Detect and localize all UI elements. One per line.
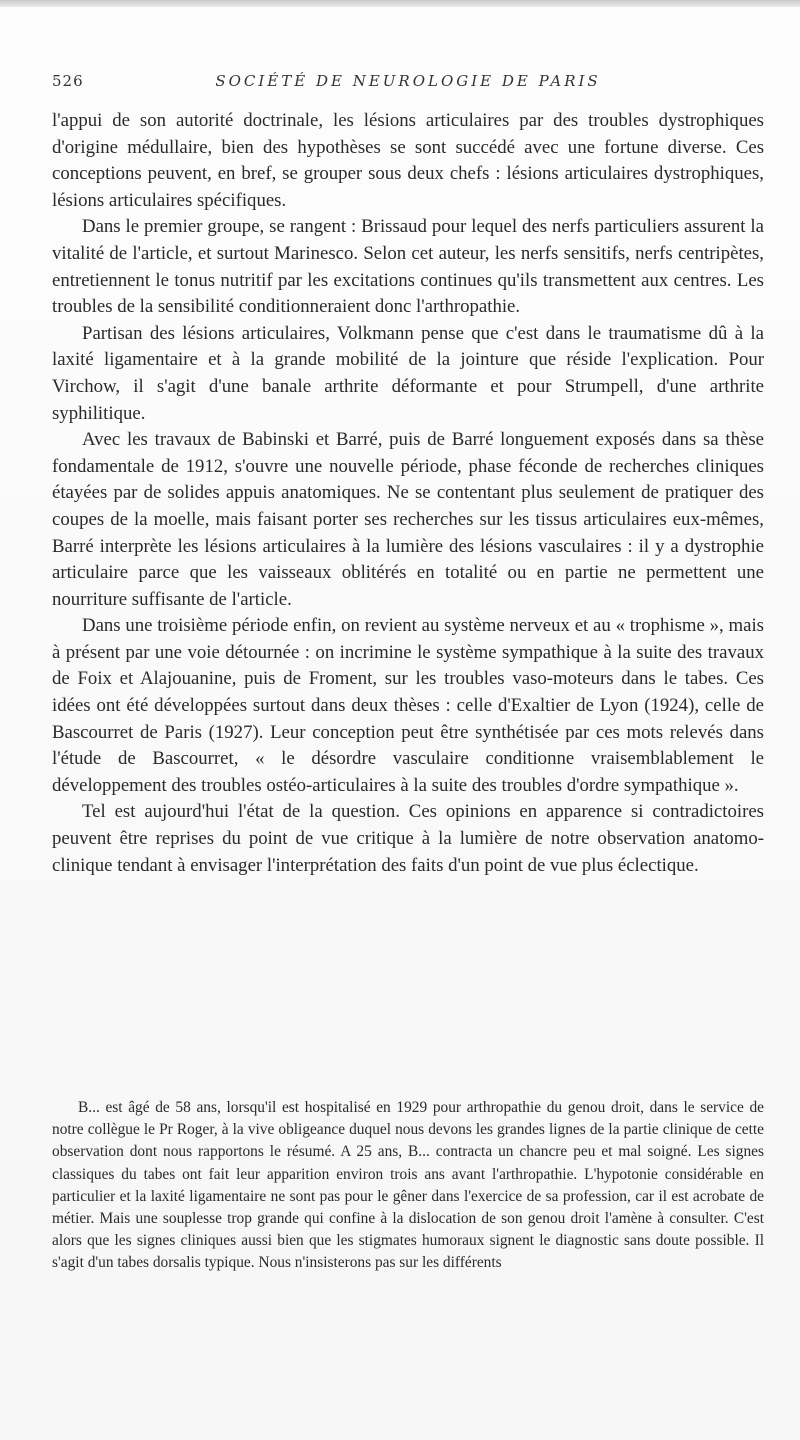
case-report <box>52 1097 764 1275</box>
paragraph: Dans le premier groupe, se rangent : Brissaud pour lequel des nerfs particuliers assurent la vitalité de l'article, et surtout Marinesco. Selon cet auteur, les nerfs sensitifs, nerfs centripètes, entretiennent le tonus nutritif par les excitations continues qu'ils transmettent aux centres. Les troubles de la sensibilité conditionneraient donc l'arthropathie. <box>52 216 764 318</box>
page-number: 526 <box>52 72 84 90</box>
paragraph: Partisan des lésions articulaires, Volkmann pense que c'est dans le traumatisme dû à la laxité ligamentaire et à la grande mobilité de la jointure que réside l'explication. Pour Virchow, il s'agit d'une banale arthrite déformante et pour Strumpell, d'une arthrite syphilitique. <box>52 322 764 424</box>
main-text <box>52 108 764 879</box>
paragraph: Avec les travaux de Babinski et Barré, puis de Barré longuement exposés dans sa thèse fondamentale de 1912, s'ouvre une nouvelle période, phase féconde de recherches cliniques étayées par de solides appuis anatomiques. Ne se contentant plus seulement de pratiquer des coupes de la moelle, mais faisant porter ses recherches sur les tissus articulaires eux-mêmes, Barré interprète les lésions articulaires à la lumière des lésions vasculaires : il y a dystrophie articulaire parce que les vaisseaux oblitérés en totalité ou en partie ne permettent une nourriture suffisante de l'article. <box>52 429 764 610</box>
running-header <box>52 72 764 92</box>
paragraph: Tel est aujourd'hui l'état de la question. Ces opinions en apparence si contradictoires peuvent être reprises du point de vue critique à la lumière de notre observation anatomo-clinique tendant à envisager l'interprétation des faits d'un point de vue plus éclectique. <box>52 801 764 876</box>
case-report-paragraph: B... est âgé de 58 ans, lorsqu'il est hospitalisé en 1929 pour arthropathie du genou droit, dans le service de notre collègue le Pr Roger, à la vive obligeance duquel nous devons les grandes lignes de la partie clinique de cette observation dont nous rapportons le résumé. A 25 ans, B... contracta un chancre peu et mal soigné. Les signes classiques du tabes ont fait leur apparition environ trois ans avant l'arthropathie. L'hypotonie considérable en particulier et la laxité ligamentaire ne sont pas pour le gêner dans l'exercice de sa profession, car il est acrobate de métier. Mais une souplesse trop grande qui confine à la dislocation de son genou droit l'amène à consulter. C'est alors que les signes cliniques aussi bien que les stigmates humoraux signent le diagnostic sans doute possible. Il s'agit d'un tabes dorsalis typique. Nous n'insisterons pas sur les différents <box>52 1099 764 1272</box>
running-title: SOCIÉTÉ DE NEUROLOGIE DE PARIS <box>215 72 601 90</box>
paragraph: Dans une troisième période enfin, on revient au système nerveux et au « trophisme », mais à présent par une voie détournée : on incrimine le système sympathique à la suite des travaux de Foix et Alajouanine, puis de Froment, sur les troubles vaso-moteurs dans le tabes. Ces idées ont été développées surtout dans deux thèses : celle d'Exaltier de Lyon (1924), celle de Bascourret de Paris (1927). Leur conception peut être synthétisée par ces mots relevés dans l'étude de Bascourret, « le désordre vasculaire conditionne vraisemblablement le développement des troubles ostéo-articulaires à la suite des troubles d'ordre sympathique ». <box>52 615 764 796</box>
page-top-edge <box>0 0 800 7</box>
paragraph: l'appui de son autorité doctrinale, les lésions articulaires par des troubles dystrophiques d'origine médullaire, bien des hypothèses se sont succédé avec une fortune diverse. Ces conceptions peuvent, en bref, se grouper sous deux chefs : lésions articulaires dystrophiques, lésions articulaires spécifiques. <box>52 110 764 211</box>
